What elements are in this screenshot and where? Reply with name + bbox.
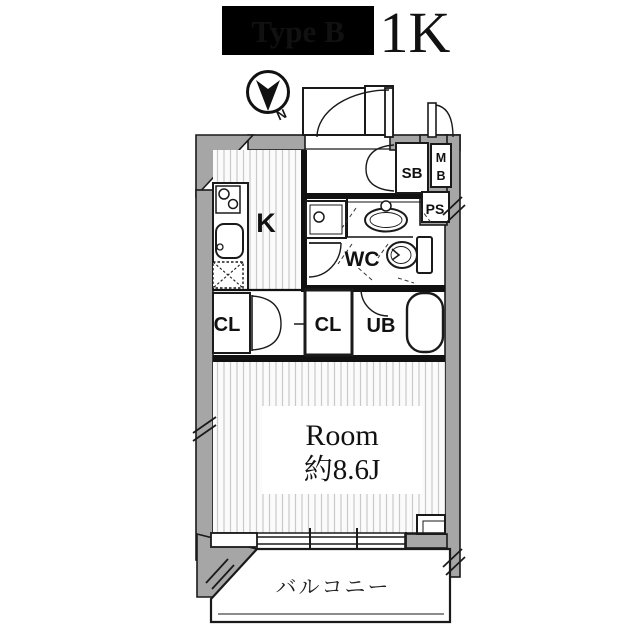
main-room: [213, 362, 445, 534]
type-label: Type B: [251, 14, 345, 49]
storage-row: [213, 289, 443, 355]
closet-door-arc-top-icon: [252, 296, 281, 324]
wall-bottom-right: [405, 534, 447, 548]
compass: [248, 72, 289, 124]
north-label: N: [274, 105, 289, 124]
unit-bath-label: UB: [366, 315, 396, 337]
balcony-label: バルコニー: [275, 576, 391, 599]
stove-icon: [216, 186, 240, 213]
bathtub-icon: [407, 293, 443, 352]
refrigerator-space-icon: [213, 262, 243, 288]
room-name-label: Room: [305, 419, 379, 452]
kitchen: [213, 150, 301, 290]
shoe-box-label: SB: [401, 165, 423, 182]
wall-left: [196, 190, 213, 560]
wc-label: WC: [344, 248, 380, 271]
kitchen-label: K: [256, 208, 276, 238]
entrance-door-leaf: [385, 88, 393, 137]
closet-center-label: CL: [314, 314, 342, 336]
unit-bath-door-arc-icon: [361, 289, 388, 316]
pipe-space-label: PS: [425, 201, 445, 217]
room-corner-notch: [417, 515, 445, 534]
plan-label: 1K: [379, 0, 451, 65]
toilet-icon: [387, 237, 432, 273]
meter-box-door-arc-icon: [436, 105, 453, 137]
balcony: [211, 549, 450, 622]
wc-door-arc-icon: [309, 243, 341, 277]
washbasin-icon: [365, 201, 407, 232]
closet-left-label: CL: [213, 314, 241, 336]
window-side-wall: [211, 533, 257, 547]
meter-box-label-b: B: [436, 169, 446, 183]
wall-top-left: [248, 135, 305, 150]
meter-box-door-leaf: [428, 103, 436, 137]
meter-box-label-m: M: [435, 151, 447, 165]
closet-door-arc-bottom-icon: [252, 324, 281, 350]
header: [222, 0, 451, 65]
room-size-label: 約8.6J: [303, 454, 381, 486]
shoe-box-door-arc-bottom-icon: [366, 169, 394, 191]
washing-machine-icon: [306, 201, 346, 238]
sanitary-room: [306, 201, 432, 283]
kitchen-sink-icon: [216, 224, 243, 258]
